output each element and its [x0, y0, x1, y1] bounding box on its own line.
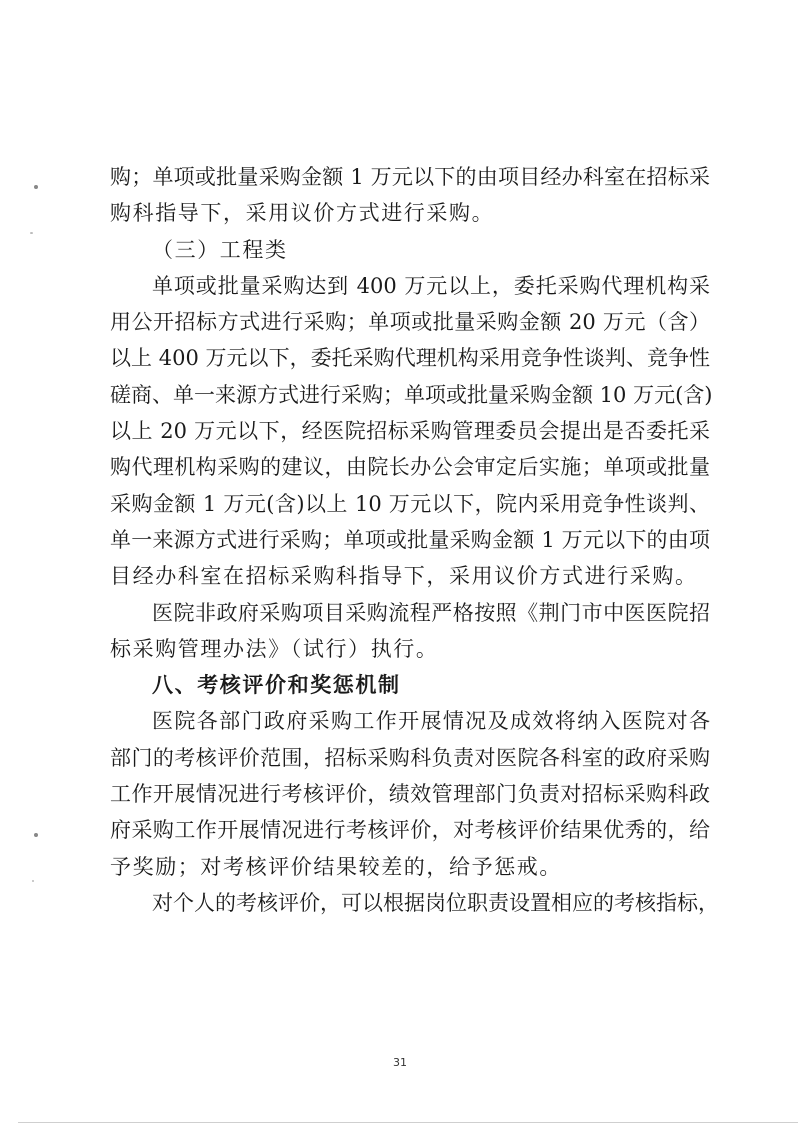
- text-line: 以上 20 万元以下，经医院招标采购管理委员会提出是否委托采: [110, 419, 710, 444]
- text-line: 单一来源方式进行采购；单项或批量采购金额 1 万元以下的由项: [110, 527, 710, 552]
- text-line: 标采购管理办法》（试行）执行。: [110, 636, 439, 661]
- scan-speck: [34, 185, 38, 189]
- text-line: 予奖励；对考核评价结果较差的，给予惩戒。: [110, 854, 562, 879]
- text-line: 府采购工作开展情况进行考核评价，对考核评价结果优秀的，给: [110, 818, 710, 843]
- scan-speck: [30, 232, 33, 234]
- scan-speck: [34, 833, 38, 837]
- text-line: 购科指导下，采用议价方式进行采购。: [110, 201, 495, 226]
- text-line: 用公开招标方式进行采购；单项或批量采购金额 20 万元（含）: [110, 310, 710, 335]
- text-line: 目经办科室在招标采购科指导下，采用议价方式进行采购。: [110, 564, 698, 589]
- text-line: 购；单项或批量采购金额 1 万元以下的由项目经办科室在招标采: [110, 165, 710, 189]
- text-line: 部门的考核评价范围，招标采购科负责对医院各科室的政府采购: [110, 745, 710, 770]
- text-line: 磋商、单一来源方式进行采购；单项或批量采购金额 10 万元(含): [110, 382, 713, 407]
- text-line: 采购金额 1 万元(含)以上 10 万元以下，院内采用竞争性谈判、: [110, 491, 710, 516]
- text-line: 以上 400 万元以下，委托采购代理机构采用竞争性谈判、竞争性: [110, 346, 710, 371]
- section-heading-evaluation: 八、考核评价和奖惩机制: [152, 672, 401, 698]
- text-line: 单项或批量采购达到 400 万元以上，委托采购代理机构采: [152, 273, 710, 298]
- body-text: [110, 159, 719, 921]
- scan-edge-line: [18, 1122, 798, 1123]
- text-line: 医院非政府采购项目采购流程严格按照《荆门市中医医院招: [152, 600, 710, 625]
- section-heading-engineering: （三）工程类: [152, 237, 288, 262]
- page-number: 31: [393, 1056, 407, 1069]
- text-line: 医院各部门政府采购工作开展情况及成效将纳入医院对各: [152, 709, 710, 734]
- text-line: 对个人的考核评价，可以根据岗位职责设置相应的考核指标，: [152, 890, 719, 915]
- scan-speck: [32, 880, 34, 882]
- text-line: 购代理机构采购的建议，由院长办公会审定后实施；单项或批量: [110, 455, 710, 480]
- text-line: 工作开展情况进行考核评价，绩效管理部门负责对招标采购科政: [110, 782, 710, 807]
